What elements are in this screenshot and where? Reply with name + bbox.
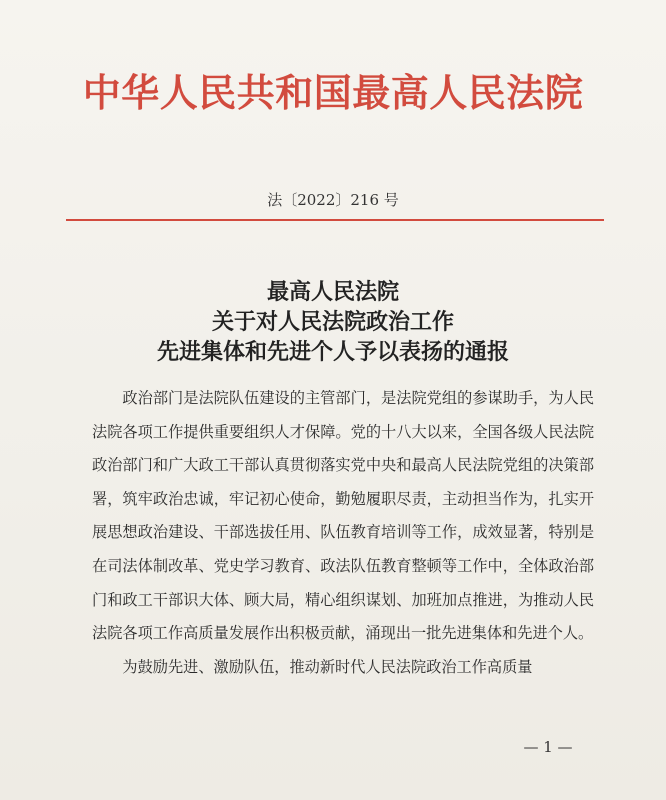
title-line-1: 最高人民法院 <box>266 280 399 305</box>
red-divider-line <box>66 219 604 221</box>
document-number: 法〔2022〕216 号 <box>267 191 399 209</box>
body-paragraph-1: 政治部门是法院队伍建设的主管部门，是法院党组的参谋助手，为人民法院各项工作提供重要组织人才保障。党的十八大以来，全国各级人民法院政治部门和广大政工干部认真贯彻落实党中央和最高人民法院党组的决策部署，筑牢政治忠诚，牢记初心使命，勤勉履职尽责，主动担当作为，扎实开展思想政治建设、干部选拔任用、队伍教育培训等工作，成效显著，特别是在司法体制改革、党史学习教育、政法队伍教育整顿等工作中，全体政治部门和政工干部识大体、顾大局，精心组织谋划、加班加点推进，为推动人民法院各项工作高质量发展作出积极贡献，涌现出一批先进集体和先进个人。 <box>92 389 594 643</box>
document-body <box>92 382 594 684</box>
title-line-2: 关于对人民法院政治工作 <box>211 310 454 335</box>
document-title <box>0 278 666 368</box>
page-number: — 1 — <box>523 738 573 756</box>
title-line-3: 先进集体和先进个人予以表扬的通报 <box>156 340 509 365</box>
body-paragraph-2: 为鼓励先进、激励队伍，推动新时代人民法院政治工作高质量 <box>122 657 533 676</box>
issuer-header: 中华人民共和国最高人民法院 <box>82 71 584 115</box>
